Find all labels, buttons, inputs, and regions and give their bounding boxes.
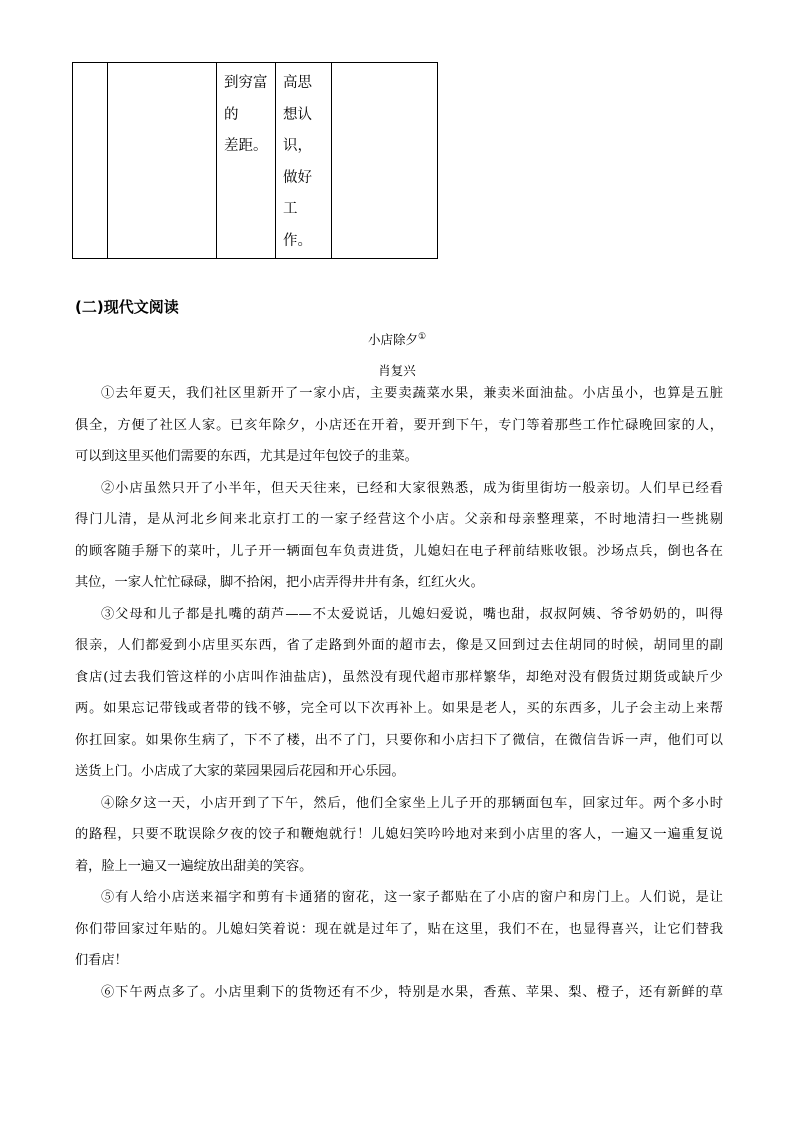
paragraph — [75, 378, 723, 473]
paragraph-line: ③父母和儿子都是扎嘴的葫芦——不太爱说话，儿媳妇爱说，嘴也甜，叔叔阿姨、爷爷奶奶的，叫得 — [101, 606, 723, 622]
table-divider — [331, 63, 332, 258]
cell-line: 做好 — [283, 169, 312, 186]
paragraph-line: 的路程，只要不耽误除夕夜的饺子和鞭炮就行！儿媳妇笑吟吟地对来到小店里的客人，一遍又一遍重复说 — [75, 827, 723, 842]
article-title-text: 小店除夕 — [367, 332, 418, 347]
paragraph — [75, 977, 723, 1009]
article-author: 肖复兴 — [378, 363, 416, 378]
paragraph — [75, 788, 723, 883]
paragraph-line: 食店(过去我们管这样的小店叫作油盐店)，虽然没有现代超市那样繁华，却绝对没有假货过期货或缺斤少 — [75, 669, 723, 685]
footnote-mark: ① — [417, 331, 427, 342]
paragraph-line: 得门儿清，是从河北乡间来北京打工的一家子经营这个小店。父亲和母亲整理菜，不时地清扫一些挑剔 — [75, 512, 723, 527]
paragraph — [75, 473, 723, 599]
section-heading: (二)现代文阅读 — [75, 298, 179, 316]
table-divider — [216, 63, 217, 258]
paragraph-line: ④除夕这一天，小店开到了下午，然后，他们全家坐上儿子开的那辆面包车，回家过年。两个多小时 — [101, 795, 723, 811]
table-divider — [107, 63, 108, 258]
paragraph-line: 你们带回家过年贴的。儿媳妇笑着说：现在就是过年了，贴在这里，我们不在，也显得喜兴，让它们替我 — [75, 921, 723, 937]
cell-line: 想认 — [283, 106, 312, 123]
paragraph-line: ⑥下午两点多了。小店里剩下的货物还有不少，特别是水果，香蕉、苹果、梨、橙子，还有新鲜的草 — [101, 984, 723, 1000]
cell-line: 工 — [283, 201, 298, 217]
paragraph-line: 很亲，人们都爱到小店里买东西，省了走路到外面的超市去，像是又回到过去住胡同的时候，胡同里的副 — [75, 638, 723, 653]
paragraph — [75, 882, 723, 977]
paragraph-line: 们看店！ — [75, 953, 128, 968]
cell-line: 高思 — [283, 75, 312, 91]
article-body — [75, 378, 723, 1008]
cell-line: 到穷富 — [224, 75, 268, 91]
table-cell-3 — [224, 68, 268, 163]
table-cell-4 — [283, 68, 312, 257]
cell-line: 识， — [283, 138, 312, 154]
paragraph-line: 你扛回家。如果你生病了，下不了楼，出不了门，只要你和小店扫下了微信，在微信告诉一声，他们可以 — [75, 732, 723, 748]
cell-line: 差距。 — [224, 138, 268, 154]
cell-line: 作。 — [283, 232, 312, 249]
table — [72, 62, 438, 259]
paragraph-line: ①去年夏天，我们社区里新开了一家小店，主要卖蔬菜水果，兼卖米面油盐。小店虽小，也算是五脏 — [101, 386, 723, 401]
article-title — [0, 330, 794, 348]
paragraph-line: 的顾客随手掰下的菜叶，儿子开一辆面包车负责进货，儿媳妇在电子秤前结账收银。沙场点兵，倒也各在 — [75, 543, 723, 559]
paragraph-line: 送货上门。小店成了大家的菜园果园后花园和开心乐园。 — [75, 764, 405, 779]
paragraph-line: 俱全，方便了社区人家。已亥年除夕，小店还在开着，要开到下午，专门等着那些工作忙碌晚回家的人， — [75, 417, 723, 433]
table-divider — [275, 63, 276, 258]
paragraph-line: ⑤有人给小店送来福字和剪有卡通猪的窗花，这一家子都贴在了小店的窗户和房门上。人们说，是让 — [101, 890, 723, 905]
paragraph-line: 着，脸上一遍又一遍绽放出甜美的笑容。 — [75, 858, 313, 874]
paragraph — [75, 599, 723, 788]
cell-line: 的 — [224, 106, 239, 123]
paragraph-line: ②小店虽然只开了小半年，但天天往来，已经和大家很熟悉，成为街里街坊一般亲切。人们早已经看 — [101, 480, 723, 496]
paragraph-line: 两。如果忘记带钱或者带的钱不够，完全可以下次再补上。如果是老人，买的东西多，儿子会主动上来帮 — [75, 701, 723, 716]
paragraph-line: 可以到这里买他们需要的东西，尤其是过年包饺子的韭菜。 — [75, 449, 418, 464]
paragraph-line: 其位，一家人忙忙碌碌，脚不拾闲，把小店弄得井井有条，红红火火。 — [75, 575, 484, 590]
